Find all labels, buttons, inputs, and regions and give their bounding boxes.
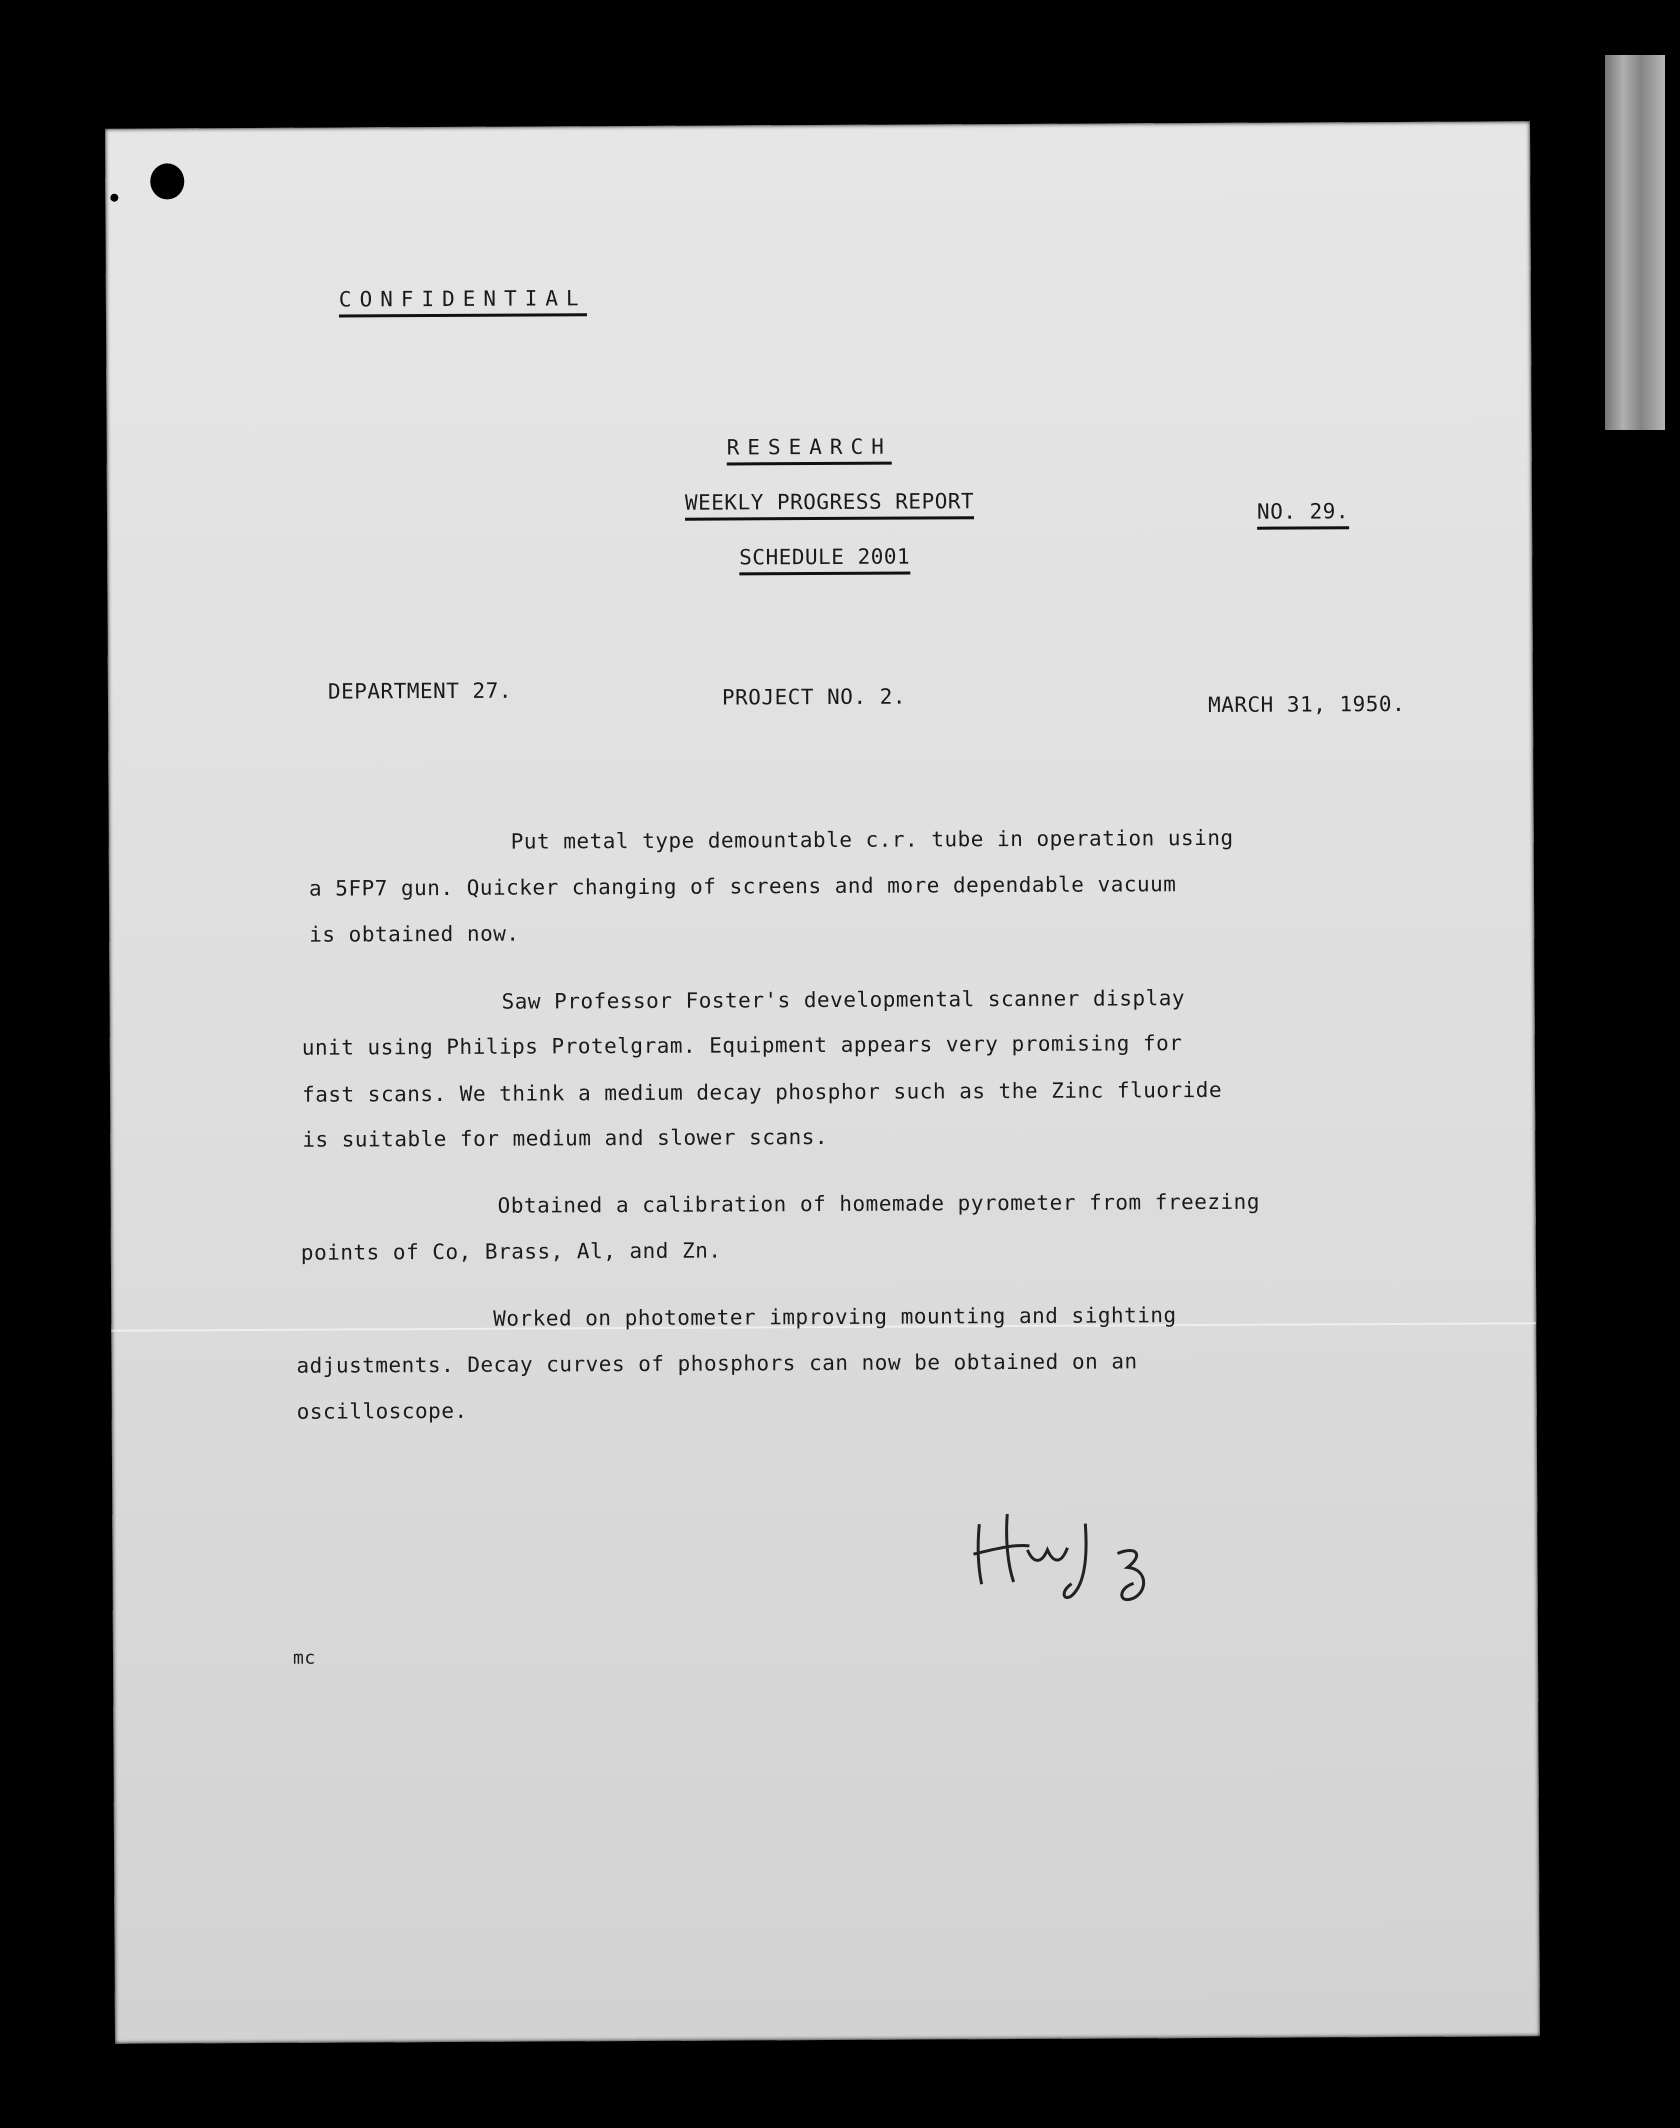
body-line: oscilloscope.: [296, 1398, 468, 1424]
report-date: MARCH 31, 1950.: [1207, 691, 1406, 717]
ink-blot: [150, 163, 184, 199]
body-line: Obtained a calibration of homemade pyrometer from freezing: [497, 1189, 1261, 1218]
typist-initials: mc: [292, 1647, 316, 1669]
body-line: fast scans. We think a medium decay phosphor such as the Zinc fluoride: [301, 1077, 1223, 1107]
body-line: unit using Philips Protelgram. Equipment appears very promising for: [301, 1031, 1183, 1060]
confidential-label: CONFIDENTIAL: [339, 286, 587, 317]
body-line: Worked on photometer improving mounting and sighting: [493, 1303, 1177, 1331]
film-edge: [1605, 55, 1665, 430]
body-line: adjustments. Decay curves of phosphors can now be obtained on an: [296, 1349, 1138, 1378]
body-line: a 5FP7 gun. Quicker changing of screens and more dependable vacuum: [308, 872, 1177, 901]
heading-research: RESEARCH: [727, 435, 892, 466]
department: DEPARTMENT 27.: [327, 678, 513, 704]
ink-speck: [110, 194, 118, 202]
heading-schedule: SCHEDULE 2001: [739, 545, 910, 576]
body-line: is obtained now.: [309, 921, 520, 947]
project-number: PROJECT NO. 2.: [721, 684, 907, 710]
report-number: NO. 29.: [1257, 499, 1349, 529]
handwritten-signature: [967, 1483, 1168, 1604]
body-line: points of Co, Brass, Al, and Zn.: [300, 1238, 722, 1265]
body-line: is suitable for medium and slower scans.: [302, 1124, 829, 1152]
heading-weekly-progress-report: WEEKLY PROGRESS REPORT: [685, 489, 974, 521]
document-page: [105, 121, 1540, 2043]
body-line: Saw Professor Foster's developmental scanner display: [501, 986, 1186, 1014]
body-line: Put metal type demountable c.r. tube in operation using: [510, 825, 1234, 854]
